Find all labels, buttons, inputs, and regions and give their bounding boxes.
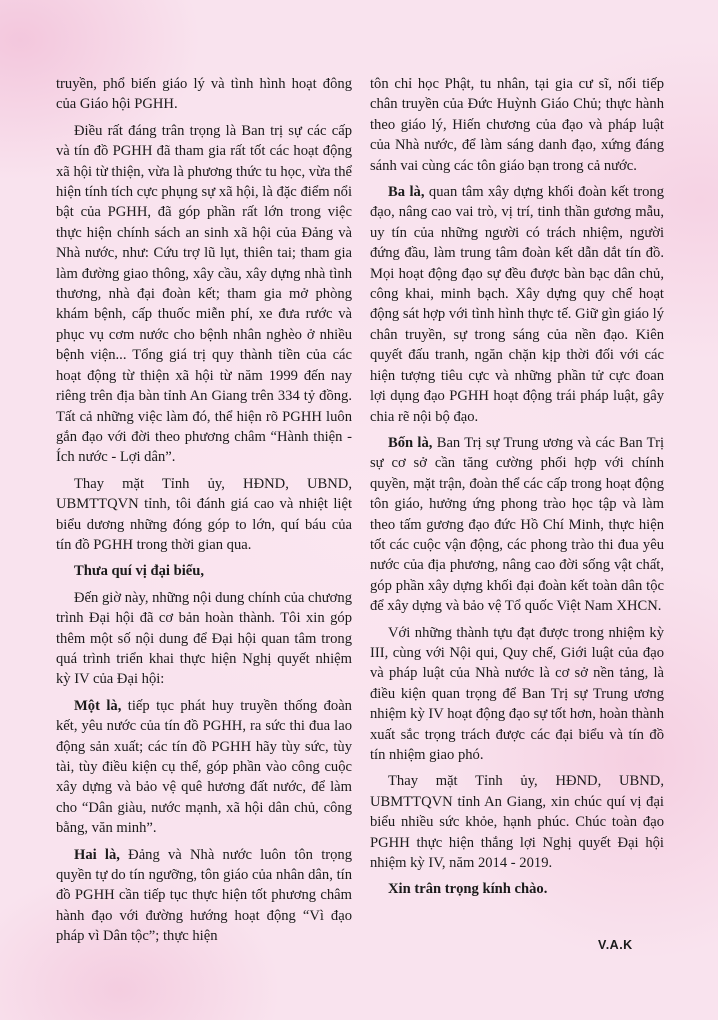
right-column <box>370 74 664 906</box>
task-four-lead: Bốn là, <box>388 434 433 451</box>
paragraph-intro-tasks: Đến giờ này, những nội dung chính của chương trình Đại hội đã cơ bản hoàn thành. Tôi xin góp thêm một số nội dung để Đại hội quan tâm trong quá trình triển khai thực hiện Nghị quyết nhiệm kỳ IV của Đại hội: <box>56 589 352 688</box>
task-two-text: Đảng và Nhà nước luôn tôn trọng quyền tự do tín ngưỡng, tôn giáo của nhân dân, tín đồ PGHH cần tiếp tục thực hiện tốt phương châm hành đạo với đường hướng hoạt động “Vì đạo pháp vì Dân tộc”; thực hiện <box>56 846 352 945</box>
paragraph-task-two-continuation: tôn chỉ học Phật, tu nhân, tại gia cư sĩ, nối tiếp chân truyền của Đức Huỳnh Giáo Chủ; thực hành theo giáo lý, Hiến chương của đạo và pháp luật của Nhà nước, để làm sáng danh đạo, xứng đáng sánh vai cùng các tôn giáo bạn trong cả nước. <box>370 76 664 174</box>
task-three-text: quan tâm xây dựng khối đoàn kết trong đạo, nâng cao vai trò, vị trí, tinh thần gương mẫu, uy tín của những người có trách nhiệm, người đứng đầu, làm trung tâm đoàn kết dẫn dắt tín đồ. Mọi hoạt động đạo sự đều được bàn bạc dân chủ, công khai, minh bạch. Xây dựng quy chế hoạt động sát hợp với tình hình thực tế. Giữ gìn giáo lý chân truyền, sự trong sáng của nền đạo. Kiên quyết đấu tranh, ngăn chặn kịp thời đối với các hiện tượng tiêu cực và những phần tử cực đoan lợi dụng đạo PGHH hoạt động trái pháp luật, gây chia rẽ nội bộ đạo. <box>370 184 664 425</box>
paragraph-continuation: truyền, phổ biến giáo lý và tình hình hoạt đông của Giáo hội PGHH. <box>56 76 352 113</box>
author-signature: V.A.K <box>598 938 633 952</box>
task-two-lead: Hai là, <box>74 846 120 863</box>
paragraph-task-two <box>56 845 352 947</box>
closing-line: Xin trân trọng kính chào. <box>388 881 548 898</box>
paragraph-task-four <box>370 433 664 617</box>
task-one-lead: Một là, <box>74 697 122 714</box>
task-four-text: Ban Trị sự Trung ương và các Ban Trị sự cơ sở cần tăng cường phối hợp với chính quyền, mặt trận, đoàn thể các cấp trong hoạt động tôn giáo, hưởng ứng phong trào học tập và làm theo tấm gương đạo đức Hồ Chí Minh, thực hiện tốt các cuộc vận động, các phong trào thi đua yêu nước của địa phương, nâng cao đời sống vật chất, góp phần xây dựng khối đại đoàn kết toàn dân tộc để xây dựng và bảo vệ Tổ quốc Việt Nam XHCN. <box>370 434 664 615</box>
paragraph-task-three <box>370 182 664 427</box>
task-three-lead: Ba là, <box>388 184 425 201</box>
paragraph-commendation: Thay mặt Tỉnh ủy, HĐND, UBND, UBMTTQVN tỉnh, tôi đánh giá cao và nhiệt liệt biểu dương những đóng góp to lớn, quí báu của tín đồ PGHH trong thời gian qua. <box>56 475 352 553</box>
paragraph-wishes: Thay mặt Tỉnh ủy, HĐND, UBND, UBMTTQVN tỉnh An Giang, xin chúc quí vị đại biểu nhiều sức khỏe, hạnh phúc. Chúc toàn đạo PGHH thực hiện thắng lợi Nghị quyết Đại hội nhiệm kỳ IV, năm 2014 - 2019. <box>370 773 664 872</box>
task-one-text: tiếp tục phát huy truyền thống đoàn kết, yêu nước của tín đồ PGHH, ra sức thi đua lao động sản xuất; các tín đồ PGHH hãy tùy sức, tùy tài, tùy điều kiện cụ thể, góp phần vào công cuộc xây dựng và bảo vệ quê hương đất nước, để làm cho “Dân giàu, nước mạnh, xã hội dân chủ, công bằng, văn minh”. <box>56 697 352 837</box>
paragraph-charity: Điều rất đáng trân trọng là Ban trị sự các cấp và tín đồ PGHH đã tham gia rất tốt các hoạt động xã hội từ thiện, vừa là phương thức tu học, vừa thể hiện tính tích cực phụng sự xã hội, là đặc điểm nổi bật của PGHH, đã góp phần rất lớn trong việc thực hiện chính sách an sinh xã hội của Đảng và Nhà nước, như: Cứu trợ lũ lụt, thiên tai; tham gia làm đường giao thông, xây cầu, xây dựng nhà tình thương, nhà đại đoàn kết; tham gia mở phòng khám bệnh, cấp thuốc miễn phí, xe đưa rước và phục vụ cơm nước cho bệnh nhân nghèo ở nhiều bệnh viện... Tổng giá trị quy thành tiền của các hoạt động từ thiện xã hội từ năm 1999 đến nay riêng trên địa bàn tỉnh An Giang trên 334 tỷ đồng. Tất cả những việc làm đó, thể hiện rõ PGHH luôn gắn đạo với đời theo phương châm “Hành thiện - Ích nước - Lợi dân”. <box>56 122 352 466</box>
left-column <box>56 74 352 953</box>
paragraph-task-one <box>56 696 352 839</box>
paragraph-achievements: Với những thành tựu đạt được trong nhiệm kỳ III, cùng với Nội qui, Quy chế, Giới luật của đạo và pháp luật của Nhà nước là cơ sở nền tảng, là điều kiện quan trọng để Ban Trị sự Trung ương nhiệm kỳ IV hoạt động đạo sự tốt hơn, hoàn thành xuất sắc trọng trách được các đại biểu và tín đồ tín nhiệm giao phó. <box>370 624 664 763</box>
salutation-heading: Thưa quí vị đại biểu, <box>74 563 205 580</box>
